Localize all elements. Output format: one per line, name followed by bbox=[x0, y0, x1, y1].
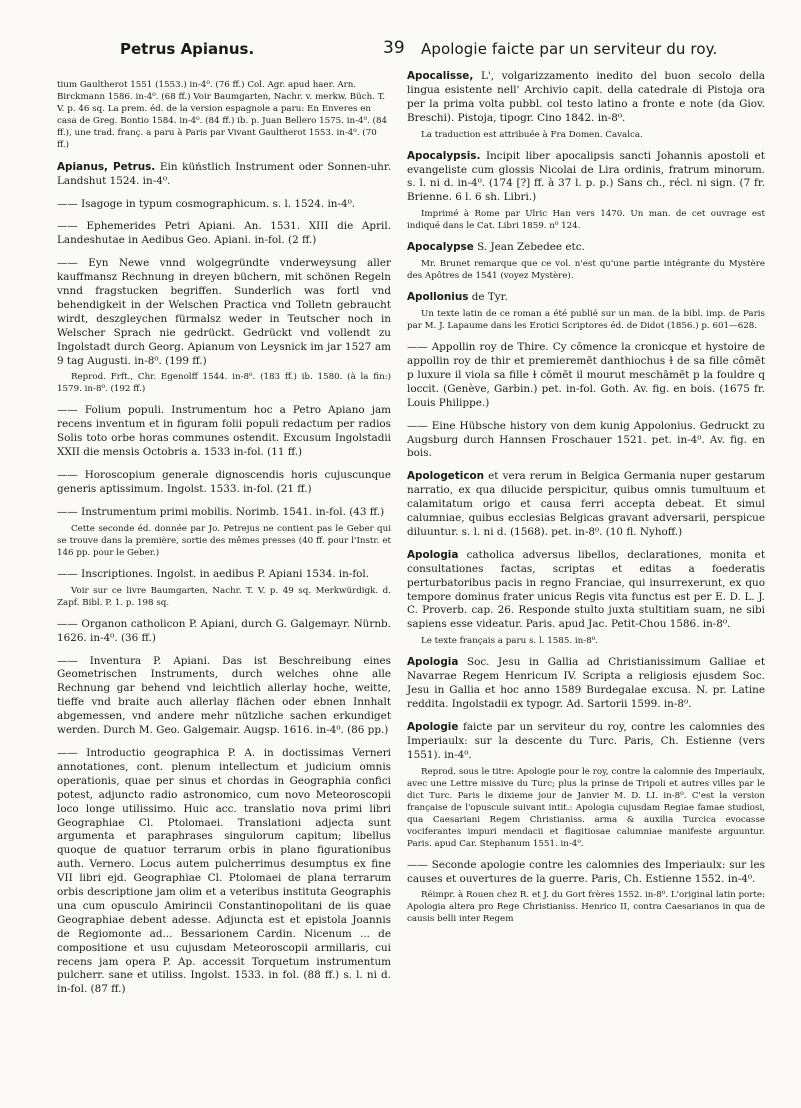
entry-text: de Tyr. bbox=[471, 291, 508, 304]
bibliography-entry bbox=[57, 220, 391, 248]
author-entry-text: Ein küństlich Instrument oder Sonnen-uhr. Landshut 1524. in-4⁰. bbox=[57, 160, 391, 187]
entry-text: —— Inscriptiones. Ingolst. in aedibus P. Apiani 1534. in-fol. bbox=[57, 567, 370, 580]
entry-text: —— Seconde apologie contre les calomnies des Imperiaulx: sur les causes et ouvertures de la guerre. Paris, Ch. Estienne 1552. in-4⁰. bbox=[407, 858, 765, 885]
bibliography-entry bbox=[57, 618, 391, 646]
right-column bbox=[407, 70, 765, 934]
entry-note: Reprod. sous le titre: Apologie pour le roy, contre la calomnie des Imperiaulx, avec une Lettre missive du Turc; plus la prinse de Tripoli et autres villes par le dict Turc. Paris le dixieme jour de Janvier M. D. LI. in-8⁰. C'est la version française de l'opuscule suivant intit.: Apologia cujusdam Regiae famae studiosi, qua Caesariani Regem Christianiss. arma & auxilia Turcica evocasse vociferantes impuri mendacii et flagitiosae calumniae manifeste arguuntur. Paris. apud Car. Stephanum 1551. in-4⁰. bbox=[407, 766, 765, 849]
entry-main bbox=[57, 220, 391, 248]
entry-main bbox=[57, 568, 391, 582]
entry-main bbox=[57, 655, 391, 738]
bibliography-entry bbox=[407, 656, 765, 712]
entry-heading: Apologia bbox=[407, 548, 459, 561]
entry-heading: Apologeticon bbox=[407, 470, 485, 483]
bibliography-entry bbox=[407, 241, 765, 282]
bibliography-entry bbox=[57, 257, 391, 395]
entry-main bbox=[407, 859, 765, 887]
entry-main bbox=[407, 341, 765, 411]
entry-note: Cette seconde éd. donnée par Jo. Petrejus ne contient pas le Geber qui se trouve dans la première, sortie des mêmes presses (40 ff. pour l'Instr. et 146 pp. pour le Geber.) bbox=[57, 523, 391, 558]
entry-main bbox=[407, 291, 765, 305]
entry-text: —— Ephemerides Petri Apiani. An. 1531. XIII die April. Landeshutae in Aedibus Geo. Apiani. in-fol. (2 ff.) bbox=[57, 220, 391, 247]
bibliography-entry bbox=[407, 70, 765, 141]
bibliography-entry bbox=[407, 470, 765, 540]
entry-text: —— Folium populi. Instrumentum hoc a Petro Apiano jam recens inventum et in figuram folii populi redactum per radios Solis toto orbe horas communes ostendit. Excusum Ingolstadii XXII die mensis Octobris a. 1533 in-fol. (11 ff.) bbox=[57, 404, 391, 459]
entry-main bbox=[407, 470, 765, 540]
bibliography-entry bbox=[57, 404, 391, 460]
author-entry bbox=[57, 161, 391, 189]
entry-main bbox=[57, 404, 391, 460]
entry-main bbox=[407, 241, 765, 255]
bibliography-entry bbox=[407, 150, 765, 233]
entry-note: Voir sur ce livre Baumgarten, Nachr. T. V. p. 49 sq. Merkwürdigk. d. Zapf. Bibl. P. 1. p. 198 sq. bbox=[57, 585, 391, 608]
entry-heading: Apologia bbox=[407, 656, 459, 669]
entry-text: S. Jean Zebedee etc. bbox=[477, 241, 585, 254]
bibliography-entry bbox=[407, 291, 765, 332]
entry-main bbox=[57, 747, 391, 997]
entry-text: Soc. Jesu in Gallia ad Christianissimum Galliae et Navarrae Regem Henricum IV. Scripta a religiosis ejusdem Soc. Jesu in Gallia et hoc anno 1589 Burdegalae excusa. N. pr. Latine reddita. Ingolstadii ex typogr. Ad. Sartorii 1599. in-8⁰. bbox=[407, 656, 765, 710]
bibliography-entry bbox=[57, 506, 391, 559]
entry-main bbox=[57, 469, 391, 497]
entry-text: —— Organon catholicon P. Apiani, durch G. Galgemayr. Nürnb. 1626. in-4⁰. (36 ff.) bbox=[57, 617, 391, 644]
entry-text: Incipit liber apocalipsis sancti Johannis apostoli et evangeliste cum glossis Nicolai de Lira ordinis, fratrum minorum. s. l. ni d. in-4⁰. (174 [?] ff. à 37 l. p. p.) Sans ch., récl. ni sign. (7 fr. Brienne. 6 l. 6 sh. Libri.) bbox=[407, 149, 765, 204]
bibliography-entry bbox=[57, 198, 391, 212]
bibliography-entry bbox=[407, 341, 765, 411]
entry-heading: Apollonius bbox=[407, 291, 469, 304]
entry-heading: Apologie bbox=[407, 720, 459, 733]
entry-text: —— Instrumentum primi mobilis. Norimb. 1541. in-fol. (43 ff.) bbox=[57, 505, 385, 518]
bibliography-entry bbox=[407, 549, 765, 647]
entry-main bbox=[57, 618, 391, 646]
entry-main bbox=[57, 198, 391, 212]
entry-main bbox=[407, 549, 765, 632]
bibliography-entry bbox=[57, 655, 391, 738]
entry-text: —— Horoscopium generale dignoscendis horis cujuscunque generis aptissimum. Ingolst. 1533. in-fol. (21 ff.) bbox=[57, 469, 391, 495]
entry-note: Réimpr. à Rouen chez R. et J. du Gort frères 1552. in-8⁰. L'original latin porte: Apologia altera pro Rege Christianiss. Henrico II, contra Caesarianos in qua de causis belli inter Regem bbox=[407, 890, 765, 925]
bibliography-entry bbox=[57, 469, 391, 497]
bibliography-entry bbox=[57, 568, 391, 609]
page-number: 39 bbox=[383, 38, 405, 58]
entry-note: Reprod. Frft., Chr. Egenolff 1544. in-8⁰. (183 ff.) ib. 1580. (à la fin:) 1579. in-8⁰. (192 ff.) bbox=[57, 372, 391, 395]
entry-text: —— Introductio geographica P. A. in doctissimas Verneri annotationes, cont. plenum intellectum et judicium omnis operationis, quae per sinus et chordas in Geographia confici potest, adjuncto radio astronomico, cum novo Meteoroscopii loco longe utilissimo. Huic acc. translatio nova primi libri Geographiae Cl. Ptolomaei. Translationi adjecta sunt argumenta et paraphrases singulorum capitum; libellus quoque de quatuor terrarum orbis in plano figurationibus auth. Vernero. Locus autem pulcherrimus desumptus ex fine VII libri ejd. Geographiae Cl. Ptolomaei de plana terrarum orbis descriptione jam olim et a veteribus instituta Geographis una cum opusculo Amirincii Constantinopolitani de iis quae Geographiae debent adesse. Adjuncta est et epistola Joannis de Regiomonte ad... Bessarionem Cardin. Nicenum ... de compositione et usu cujusdam Meteoroscopii armillaris, cui recens jam opera P. Ap. accessit Torquetum instrumentum pulcherr. sane et utiliss. Ingolst. 1533. in fol. (88 ff.) s. l. ni d. in-fol. (87 ff.) bbox=[57, 746, 391, 996]
bibliography-entry bbox=[407, 420, 765, 462]
left-column bbox=[57, 70, 391, 1006]
entry-main bbox=[57, 257, 391, 368]
entry-note: Un texte latin de ce roman a été publié sur un man. de la bibl. imp. de Paris par M. J. Lapaume dans les Erotici Scriptores éd. de Didot (1856.) p. 601—628. bbox=[407, 309, 765, 332]
running-head-right: Apologie faicte par un serviteur du roy. bbox=[421, 40, 718, 58]
entry-note: Imprimé à Rome par Ulric Han vers 1470. Un man. de cet ouvrage est indiqué dans le Cat. Libri 1859. n⁰ 124. bbox=[407, 209, 765, 232]
entry-text: —— Appollin roy de Thire. Cy cōmence la cronicque et hystoire de appollin roy de thir et premieremēt danthiochus ɫ de sa fille cōmēt p luxure il viola sa fille ɫ cōmēt il mourut meschāmēt p la fouldre q loccit. (Genève, Garbin.) pet. in-fol. Goth. Av. fig. en bois. (1675 fr. Louis Philippe.) bbox=[407, 341, 765, 409]
entry-note: Mr. Brunet remarque que ce vol. n'est qu'une partie intégrante du Mystère des Apôtres de 1541 (voyez Mystère). bbox=[407, 259, 765, 282]
entry-text: faicte par un serviteur du roy, contre les calomnies des Imperiaulx: sur la descente du Turc. Paris, Ch. Estienne (vers 1551). in-4⁰. bbox=[407, 720, 765, 761]
entry-main bbox=[407, 721, 765, 763]
entry-heading: Apocalypsis. bbox=[407, 149, 481, 162]
entry-note: La traduction est attribuée à Fra Domen. Cavalca. bbox=[421, 129, 643, 140]
entry-text: —— Eyn Newe vnnd wolgegründte vnderweysung aller kauffmansz Rechnung in dreyen büchern, mit schönen Regeln vnnd fragstucken begriffen. Sunderlich was fortl vnd behendigkeit in der Welschen Practica vnd Tolletn gebraucht wirdt, deszgleychen fürmalsz weder in Teutscher noch in Welscher Sprach nie gedrückt. Gedrückt vnd vollendt zu Ingolstadt durch Georg. Apianum von Leysnick im jar 1527 am 9 tag Augusti. in-8⁰. (199 ff.) bbox=[57, 257, 391, 367]
author-heading: Apianus, Petrus. bbox=[57, 160, 156, 173]
entry-text: L', volgarizzamento inedito del buon secolo della lingua esistente nell' Archivio capit. della catedrale di Pistoja ora per la prima volta pubbl. col testo latino a fronte e note (da Giov. Breschi). Pistoja, tipogr. Cino 1842. in-8⁰. bbox=[407, 70, 765, 124]
entry-main bbox=[407, 70, 765, 126]
entry-main bbox=[407, 150, 765, 206]
entry-text: —— Inventura P. Apiani. Das ist Beschreibung eines Geometrischen Instruments, durch welches ohne alle Rechnung gar behend vnd leichtlich allerlay hoche, weitte, tieffe vnd braite auch allerlay flächen oder ebnen Innhalt abgemessen, vnd andere mehr nützliche sachen erkundiget werden. Durch M. Geo. Galgemair. Augsp. 1616. in-4⁰. (86 pp.) bbox=[57, 654, 391, 737]
entry-text: catholica adversus libellos, declarationes, monita et consultationes factas, scriptas et editas a foederatis perturbatoribus pacis in regno Franciae, qui insurrexerunt, ex quo tempore dominus frater unicus Regis vita functus est per E. D. L. J. C. Proverb. cap. 26. Responde stulto juxta stultitiam suam, ne sibi sapiens esse videatur. Paris. apud Jac. Petit-Chou 1586. in-8⁰. bbox=[407, 548, 765, 631]
entry-main bbox=[407, 420, 765, 462]
entry-text: —— Isagoge in typum cosmographicum. s. l. 1524. in-4⁰. bbox=[57, 197, 356, 210]
bibliography-entry bbox=[407, 859, 765, 926]
bibliography-entry bbox=[407, 721, 765, 850]
entry-heading: Apocalypse bbox=[407, 241, 474, 254]
entry-note: Le texte français a paru s. l. 1585. in-8⁰. bbox=[421, 636, 598, 647]
bibliography-entry bbox=[57, 747, 391, 997]
running-head-left: Petrus Apianus. bbox=[120, 40, 255, 58]
entry-text: et vera rerum in Belgica Germania nuper gestarum narratio, ex qua dilucide perspicitur, quibus omnis tumultuum et calamitatum origo et causa ferri accepta debeat. Et simul calumniae, quibus ecclesias Belgicas gravant adversarii, perspicue diluuntur. s. l. ni d. (1568). pet. in-8⁰. (10 fl. Nyhoff.) bbox=[407, 470, 765, 538]
entry-text: —— Eine Hübsche history von dem kunig Appolonius. Gedruckt zu Augsburg durch Hannsen Froschauer 1521. pet. in-4⁰. Av. fig. en bois. bbox=[407, 419, 765, 460]
entry-main bbox=[57, 506, 391, 520]
entry-main bbox=[407, 656, 765, 712]
continued-note: tium Gaultherot 1551 (1553.) in-4⁰. (76 ff.) Col. Agr. apud haer. Arn. Birckmann 1586. in-4⁰. (68 ff.) Voir Baumgarten, Nachr. v. merkw. Büch. T. V. p. 46 sq. La prem. éd. de la version espagnole a paru: En Enveres en casa de Greg. Bontio 1584. in-4⁰. (84 ff.) ib. p. Juan Bellero 1575. in-4⁰. (84 ff.), une trad. franç. a paru à Paris par Vivant Gaultherot 1553. in-4⁰. (70 ff.) bbox=[57, 79, 387, 150]
entry-heading: Apocalisse, bbox=[407, 70, 474, 82]
